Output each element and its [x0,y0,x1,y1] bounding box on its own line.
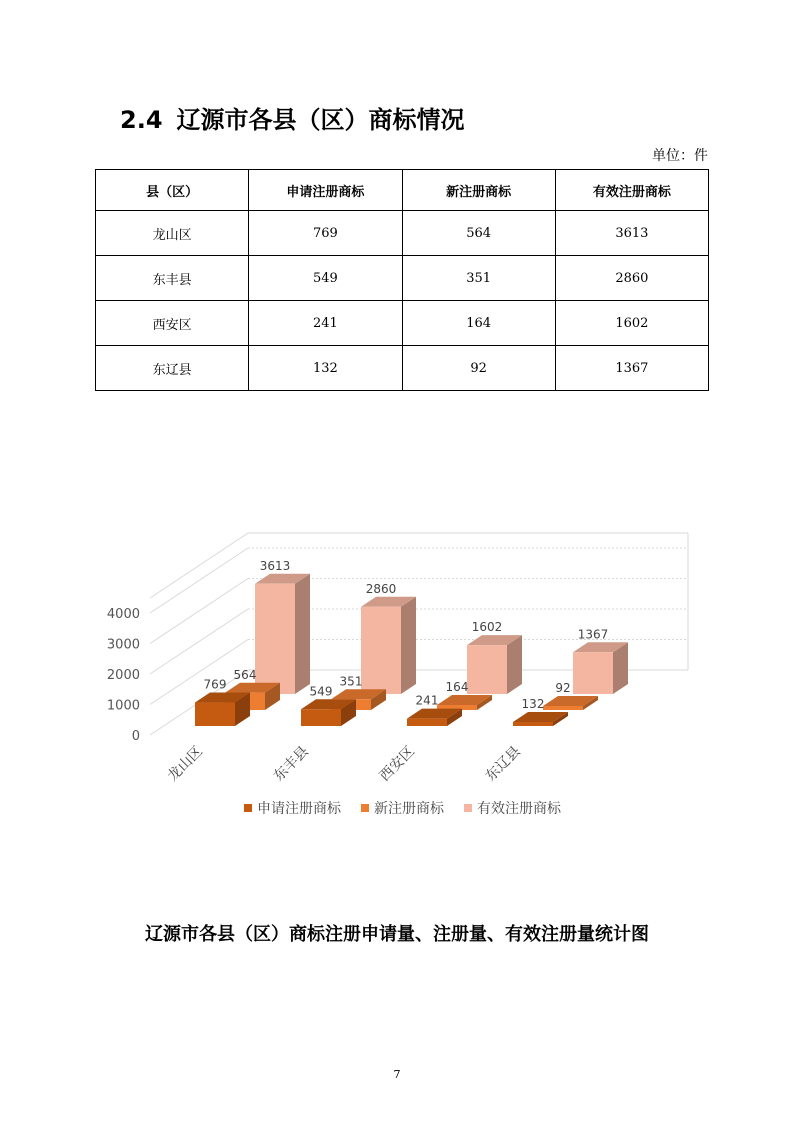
cell-new: 92 [402,346,555,391]
data-label: 564 [233,667,257,682]
section-number: 2.4 [120,106,163,134]
bar [543,706,583,710]
legend-label-new: 新注册商标 [374,801,444,817]
trademark-table [95,169,709,391]
legend-swatch-valid [464,804,472,812]
data-label: 1367 [577,627,609,642]
x-tick-label: 东丰县 [270,743,312,785]
bar [573,652,613,694]
cell-applied: 769 [249,211,402,256]
x-tick-label: 西安区 [376,743,418,785]
data-label: 769 [203,677,227,692]
cell-applied: 549 [249,256,402,301]
x-tick-label: 龙山区 [164,743,206,785]
table-row [96,346,709,391]
data-label: 351 [339,674,363,689]
data-label: 241 [415,693,439,708]
section-heading [120,100,465,135]
bar [407,719,447,726]
table-row [96,256,709,301]
table-row [96,301,709,346]
table-row [96,211,709,256]
cell-valid: 1602 [555,301,708,346]
cell-new: 164 [402,301,555,346]
data-label: 3613 [259,558,291,573]
header-valid: 有效注册商标 [555,170,708,211]
data-label: 1602 [471,620,503,635]
legend-item-valid [464,798,561,818]
chart-legend [244,798,561,818]
cell-county: 东辽县 [96,346,249,391]
unit-label: 单位：件 [652,148,708,164]
legend-item-applied [244,798,341,818]
cell-county: 龙山区 [96,211,249,256]
cell-valid: 3613 [555,211,708,256]
y-tick-label: 2000 [106,668,140,683]
data-label: 164 [445,679,469,694]
y-tick-label: 1000 [106,698,140,714]
cell-new: 564 [402,211,555,256]
figure-caption: 辽源市各县（区）商标注册申请量、注册量、有效注册量统计图 [145,924,649,945]
cell-county: 东丰县 [96,256,249,301]
legend-label-valid: 有效注册商标 [477,801,561,817]
y-tick-label: 4000 [106,607,140,622]
bar [255,584,295,694]
cell-county: 西安区 [96,301,249,346]
y-tick-label: 3000 [106,637,140,653]
legend-swatch-new [361,804,369,812]
page-number: 7 [393,1068,401,1081]
bar-side [295,574,310,694]
trademark-3d-bar-chart [0,500,794,800]
bar [513,722,553,726]
header-applied: 申请注册商标 [249,170,402,211]
bar [467,645,507,694]
data-label: 92 [555,681,571,695]
cell-applied: 132 [249,346,402,391]
header-county: 县（区） [96,170,249,211]
cell-valid: 1367 [555,346,708,391]
x-tick-label: 东辽县 [482,743,524,785]
gridline-side [150,548,248,613]
cell-valid: 2860 [555,256,708,301]
bar [301,709,341,726]
gridline-side [150,609,248,674]
data-label: 132 [521,696,545,711]
cell-new: 351 [402,256,555,301]
legend-item-new [361,798,444,818]
cell-applied: 241 [249,301,402,346]
bar [361,607,401,694]
bar-side [507,635,522,694]
table-header-row [96,170,709,211]
legend-swatch-applied [244,804,252,812]
data-label: 2860 [365,581,397,596]
bar-side [401,597,416,694]
section-title: 辽源市各县（区）商标情况 [176,106,465,134]
header-new: 新注册商标 [402,170,555,211]
bar [195,703,235,726]
legend-label-applied: 申请注册商标 [257,801,341,817]
y-tick-label: 0 [131,729,140,744]
data-label: 549 [309,684,333,699]
